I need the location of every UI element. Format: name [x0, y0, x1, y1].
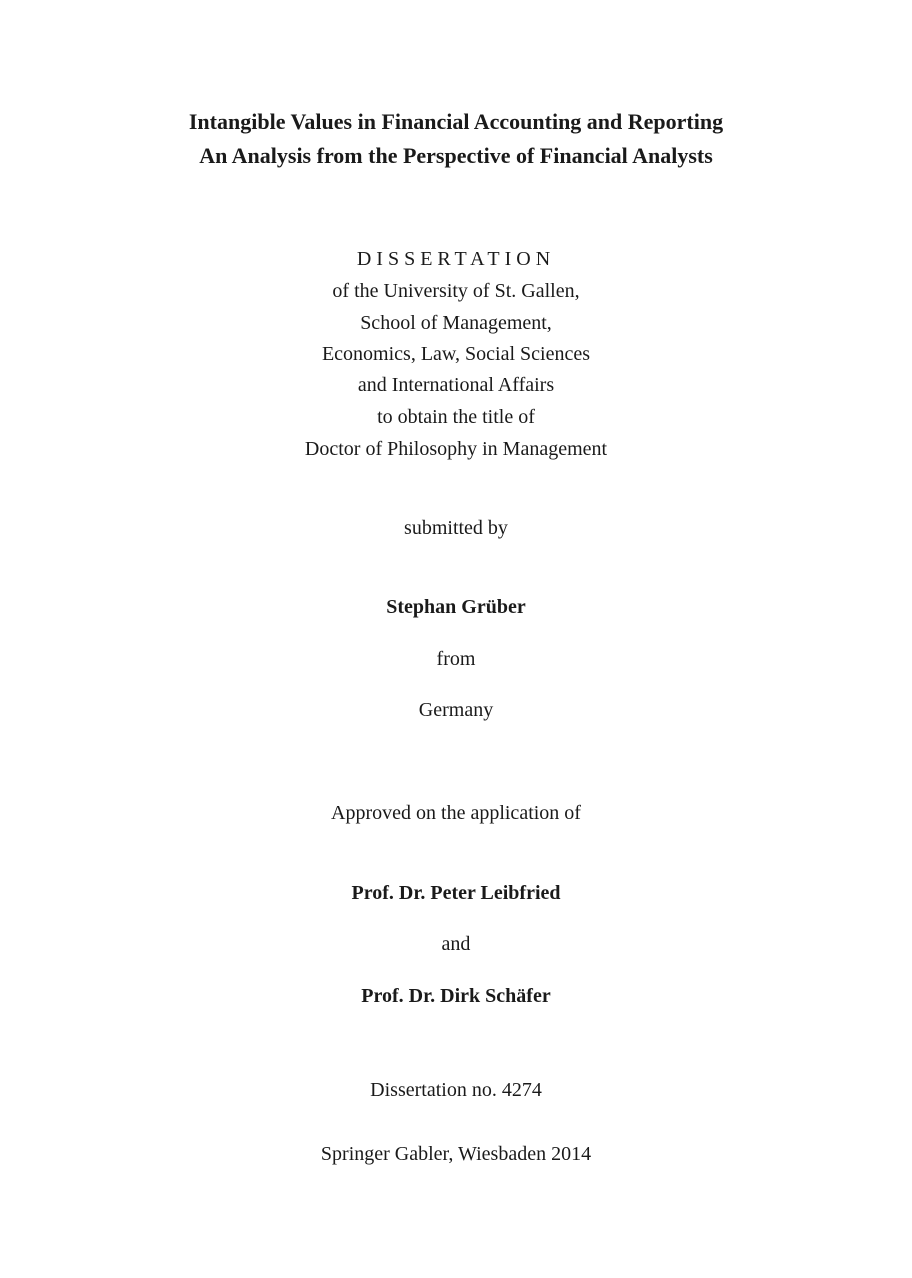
submitted-by-label: submitted by: [404, 517, 508, 539]
school-line: School of Management,: [360, 312, 552, 334]
dissertation-number: Dissertation no. 4274: [370, 1079, 542, 1101]
obtain-title-line: to obtain the title of: [377, 406, 535, 428]
country-name: Germany: [418, 699, 494, 721]
from-label: from: [436, 648, 476, 670]
title-line-1: Intangible Values in Financial Accounting and Reporting: [188, 109, 724, 134]
publisher-line: Springer Gabler, Wiesbaden 2014: [320, 1143, 592, 1165]
affairs-line: and International Affairs: [357, 374, 555, 396]
author-name: Stephan Grüber: [386, 596, 526, 618]
supervisor-2: Prof. Dr. Dirk Schäfer: [361, 985, 551, 1007]
degree-line: Doctor of Philosophy in Management: [304, 438, 608, 460]
university-line: of the University of St. Gallen,: [332, 280, 580, 302]
title-line-2: An Analysis from the Perspective of Financial Analysts: [199, 143, 713, 168]
approved-text: Approved on the application of: [331, 802, 581, 824]
dissertation-heading: DISSERTATION: [356, 248, 556, 270]
supervisor-1: Prof. Dr. Peter Leibfried: [351, 882, 561, 904]
and-label: and: [441, 933, 471, 955]
faculties-line: Economics, Law, Social Sciences: [321, 343, 591, 365]
